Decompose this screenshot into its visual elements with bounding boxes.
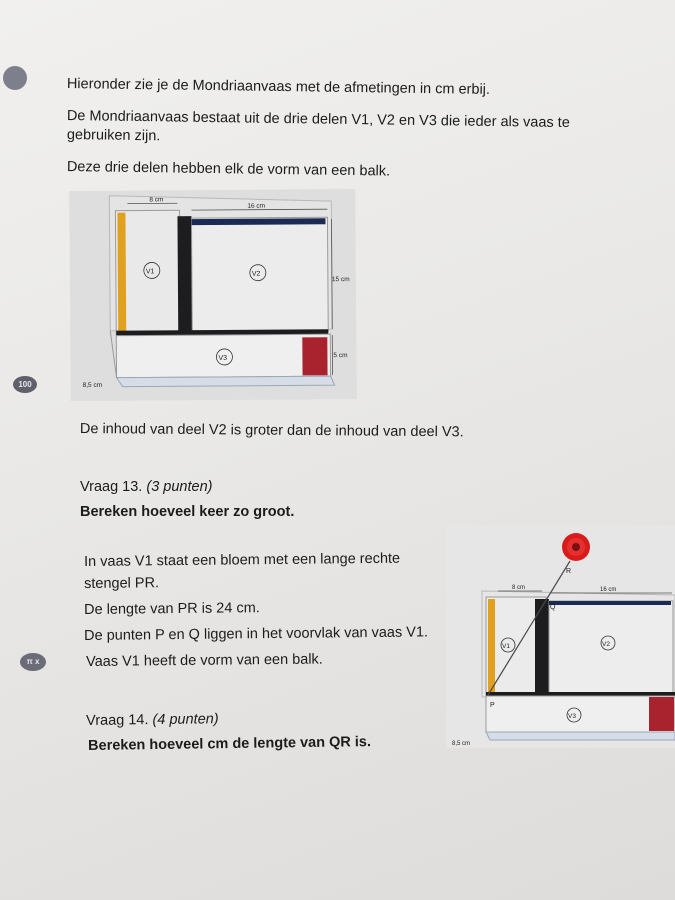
intro-14-line: stengel PR. <box>84 575 160 592</box>
margin-note: π x <box>26 657 40 666</box>
flower-icon <box>562 533 590 561</box>
question-points: (4 punten) <box>152 711 219 729</box>
dim-label: 8 cm <box>149 196 164 204</box>
intro-14-line: De punten P en Q liggen in het voorvlak van vaas V1. <box>84 624 429 644</box>
intro-paragraph: De Mondriaanvaas bestaat uit de drie delen V1, V2 en V3 die ieder als vaas te <box>66 107 570 132</box>
intro-14-line: In vaas V1 staat een bloem met een lange rechte <box>84 550 401 570</box>
part-label: V3 <box>218 354 228 362</box>
dim-label: 8 cm <box>512 585 526 591</box>
intro-paragraph: gebruiken zijn. <box>66 126 161 145</box>
part-label: V1 <box>502 643 510 650</box>
part-label: V1 <box>145 268 155 276</box>
point-label: P <box>490 702 495 709</box>
punch-hole <box>20 653 46 671</box>
intro-14-line: Vaas V1 heeft de vorm van een balk. <box>86 651 323 670</box>
dim-label: 16 cm <box>247 202 266 210</box>
dim-label: 16 cm <box>600 587 617 593</box>
margin-note: 100 <box>18 380 32 389</box>
vase-flower-figure <box>446 525 675 748</box>
question-title: Vraag 14. <box>86 712 149 729</box>
part-label: V3 <box>568 713 576 720</box>
intro-paragraph: Deze drie delen hebben elk de vorm van een balk. <box>66 158 391 180</box>
part-label: V2 <box>602 641 610 648</box>
dim-label: 8,5 cm <box>82 381 103 389</box>
question-14-task: Bereken hoeveel cm de lengte van QR is. <box>88 734 372 754</box>
dim-label: 15 cm <box>331 276 350 284</box>
dim-label: 5 cm <box>333 352 348 360</box>
v2-v3-statement: De inhoud van deel V2 is groter dan de inhoud van deel V3. <box>79 420 464 441</box>
point-label: R <box>566 568 572 575</box>
vase-figure <box>69 189 356 401</box>
part-label: V2 <box>251 270 261 278</box>
question-title: Vraag 13. <box>80 479 143 495</box>
punch-hole <box>3 66 27 90</box>
question-points: (3 punten) <box>146 479 213 495</box>
punch-hole <box>13 376 37 393</box>
dim-label: 8,5 cm <box>452 741 471 747</box>
intro-14-line: De lengte van PR is 24 cm. <box>84 600 260 618</box>
question-14-heading <box>86 710 219 731</box>
point-label: Q <box>550 604 556 611</box>
question-13-heading <box>80 478 212 497</box>
intro-paragraph: Hieronder zie je de Mondriaanvaas met de afmetingen in cm erbij. <box>66 75 491 98</box>
question-13-task: Bereken hoeveel keer zo groot. <box>80 504 295 520</box>
